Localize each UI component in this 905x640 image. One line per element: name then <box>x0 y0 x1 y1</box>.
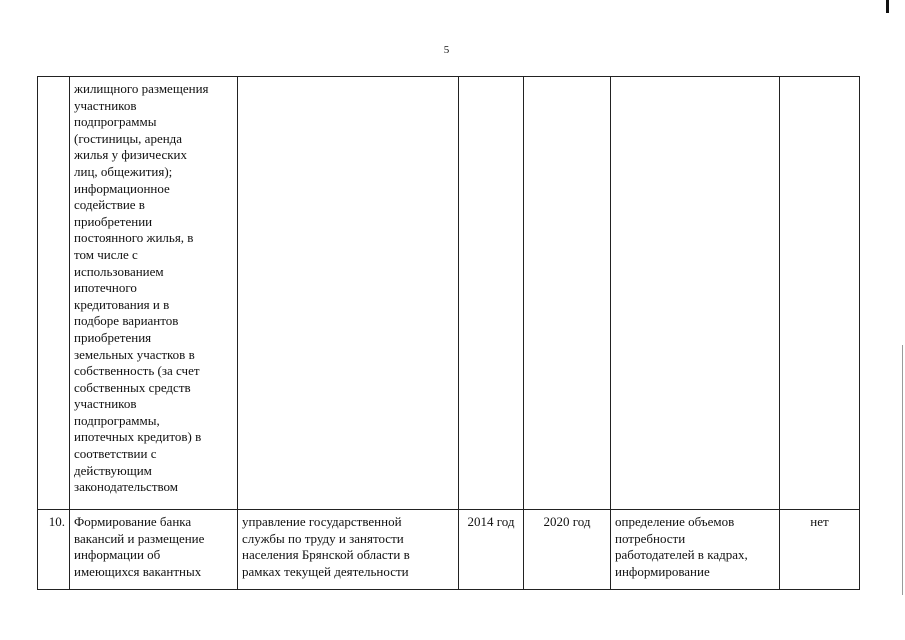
text-line: использованием <box>74 263 164 279</box>
text-line: (гостиницы, аренда <box>74 130 183 146</box>
event-description-cell <box>70 77 238 510</box>
table-row-continued <box>38 77 860 510</box>
text-line: рамках текущей деятельности <box>242 563 409 579</box>
page-number: 5 <box>443 44 450 56</box>
text-line: земельных участков в <box>74 346 195 362</box>
text-line: информационное <box>74 180 170 196</box>
end-date-cell: 2020 год <box>524 510 611 590</box>
text-line: службы по труду и занятости <box>242 530 404 546</box>
text-line: ипотечных кредитов) в <box>74 429 202 445</box>
text-line: жилья у физических <box>74 147 187 163</box>
text-line: приобретения <box>74 329 152 345</box>
text-line: вакансий и размещение <box>74 530 205 546</box>
text-line: приобретении <box>74 213 153 229</box>
text-line: собственность (за счет <box>74 363 200 379</box>
note-cell <box>780 77 860 510</box>
text-line: том числе с <box>74 246 138 262</box>
end-date-cell <box>524 77 611 510</box>
text-line: информирование <box>615 563 710 579</box>
text-line: кредитования и в <box>74 296 170 312</box>
text-line: соответствии с <box>74 446 157 462</box>
executor-cell <box>238 77 459 510</box>
text-line: подпрограммы <box>74 114 157 130</box>
event-description-text <box>74 81 233 496</box>
text-line: лиц, общежития); <box>74 163 173 179</box>
text-line: Формирование банка <box>74 514 192 529</box>
text-line: участников <box>74 396 137 412</box>
program-events-table <box>37 76 860 590</box>
table-row-10 <box>38 510 860 590</box>
text-line: ипотечного <box>74 280 137 296</box>
event-description-text <box>74 514 233 580</box>
row-number-cell: 10. <box>38 510 70 590</box>
executor-text <box>242 514 454 580</box>
event-description-cell <box>70 510 238 590</box>
text-line: определение объемов <box>615 514 735 529</box>
text-line: действующим <box>74 462 152 478</box>
row-number-cell <box>38 77 70 510</box>
text-line: жилищного размещения <box>74 81 209 96</box>
scan-edge-line <box>902 345 903 595</box>
result-cell <box>611 77 780 510</box>
text-line: участников <box>74 97 137 113</box>
text-line: информации об <box>74 547 161 563</box>
text-line: работодателей в кадрах, <box>615 547 748 563</box>
result-text <box>615 514 775 580</box>
note-cell: нет <box>780 510 860 590</box>
text-line: потребности <box>615 530 686 546</box>
text-line: собственных средств <box>74 379 191 395</box>
start-date-cell: 2014 год <box>459 510 524 590</box>
executor-cell <box>238 510 459 590</box>
text-line: законодательством <box>74 479 179 495</box>
text-line: подпрограммы, <box>74 412 160 428</box>
text-line: подборе вариантов <box>74 313 179 329</box>
text-line: содействие в <box>74 197 145 213</box>
result-cell <box>611 510 780 590</box>
text-line: постоянного жилья, в <box>74 230 194 246</box>
text-line: управление государственной <box>242 514 402 529</box>
text-line: населения Брянской области в <box>242 547 410 563</box>
scan-edge-mark <box>886 0 889 13</box>
start-date-cell <box>459 77 524 510</box>
text-line: имеющихся вакантных <box>74 563 202 579</box>
